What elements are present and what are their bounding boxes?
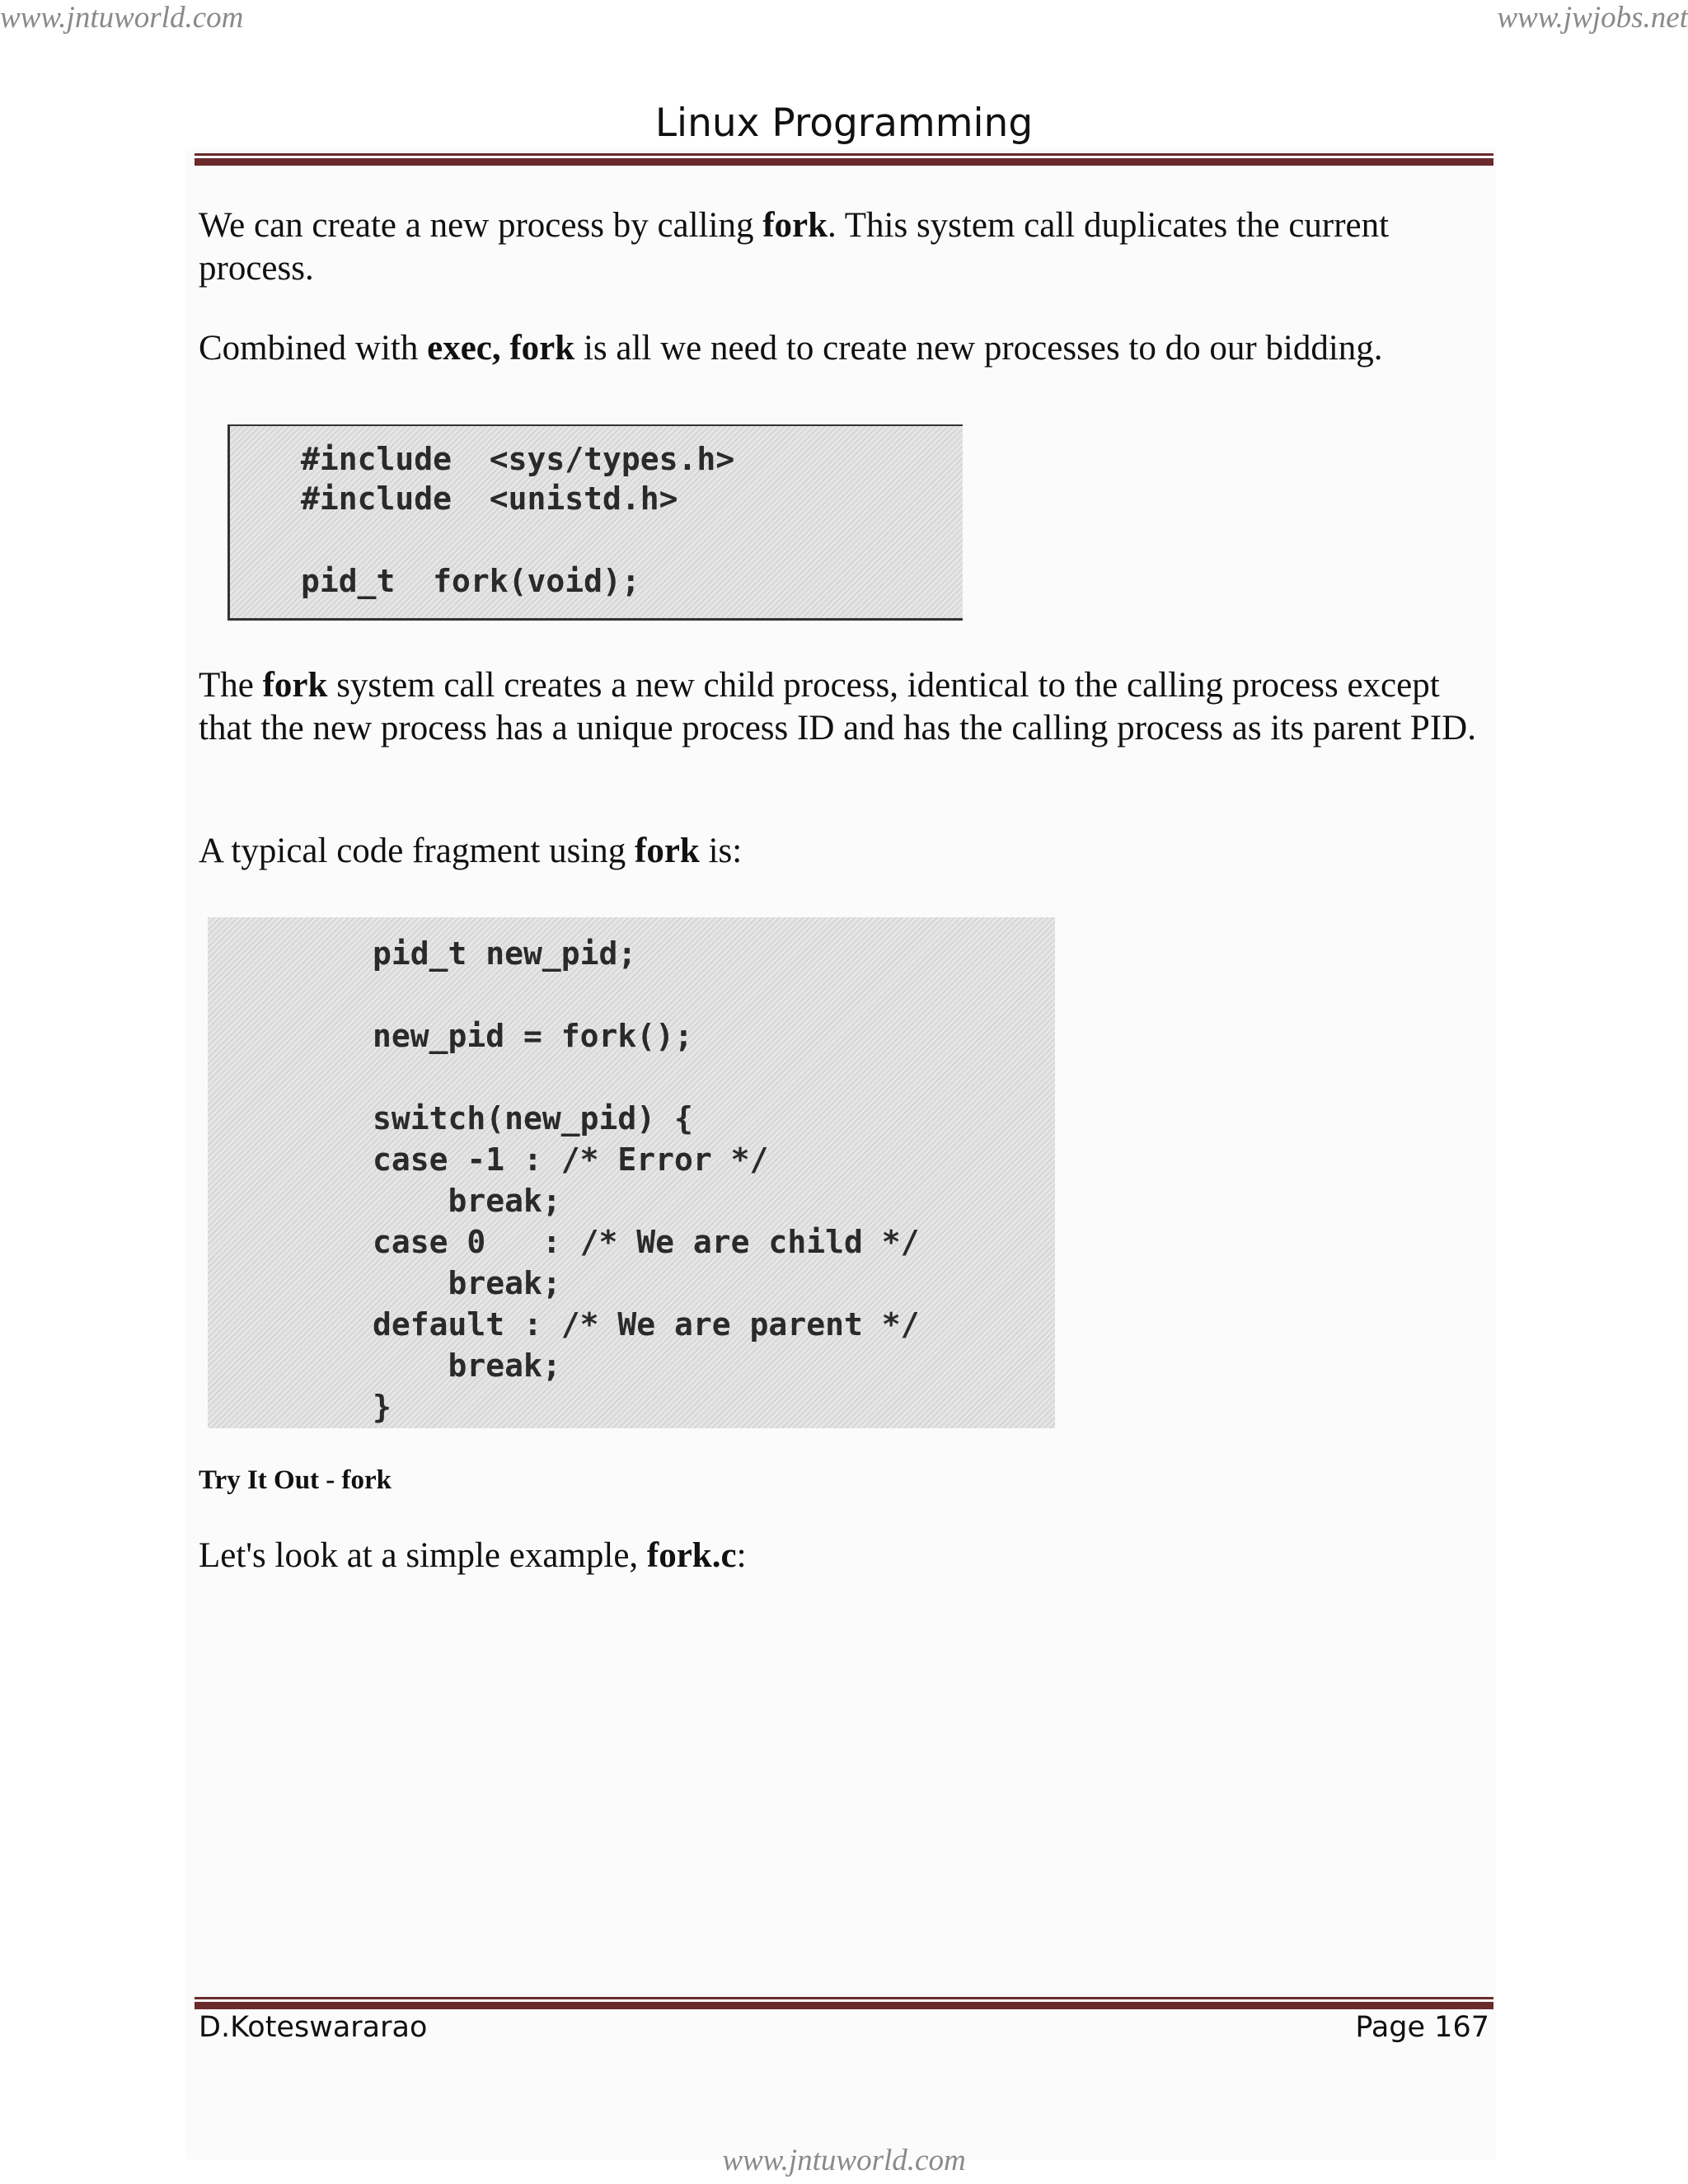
paragraph-code-fragment-intro: A typical code fragment using fork is:: [199, 832, 743, 870]
footer-author: D.Koteswararao: [199, 2011, 428, 2044]
code-line: pid_t new_pid;: [373, 935, 637, 972]
watermark-top-right[interactable]: www.jwjobs.net: [1497, 1, 1688, 35]
code-line: }: [373, 1389, 392, 1425]
footer-rule: [195, 1997, 1493, 2009]
paragraph-fork-c-example: Let's look at a simple example, fork.c:: [199, 1536, 747, 1575]
paragraph-exec-fork: Combined with exec, fork is all we need to create new processes to do our bidding.: [199, 329, 1383, 368]
watermark-bottom[interactable]: www.jntuworld.com: [722, 2144, 966, 2177]
code-line: #include <unistd.h>: [301, 480, 678, 517]
code-line: case 0 : /* We are child */: [373, 1224, 920, 1260]
code-line: default : /* We are parent */: [373, 1306, 920, 1343]
code-line: break;: [373, 1347, 561, 1384]
page-header-title: Linux Programming: [654, 101, 1034, 146]
header-rule: [195, 153, 1493, 166]
code-line: new_pid = fork();: [373, 1018, 693, 1054]
subheading-try-it-out: Try It Out - fork: [199, 1465, 392, 1495]
code-line: #include <sys/types.h>: [301, 441, 735, 477]
paragraph-fork-description: The fork system call creates a new child process, identical to the calling process except that the new process has a unique process ID and has the calling process as its parent PID.: [199, 666, 1476, 748]
watermark-top-left[interactable]: www.jntuworld.com: [0, 1, 244, 35]
code-line: switch(new_pid) {: [373, 1100, 693, 1137]
code-line: break;: [373, 1183, 561, 1219]
footer-page-number: Page 167: [1355, 2011, 1489, 2044]
code-line: break;: [373, 1265, 561, 1301]
code-line: case -1 : /* Error */: [373, 1141, 769, 1178]
paragraph-fork-intro: We can create a new process by calling fork. This system call duplicates the current process.: [199, 206, 1390, 288]
code-block-fork-signature: [227, 424, 963, 621]
code-line: pid_t fork(void);: [301, 563, 640, 599]
code-block-fork-switch: [208, 917, 1055, 1428]
